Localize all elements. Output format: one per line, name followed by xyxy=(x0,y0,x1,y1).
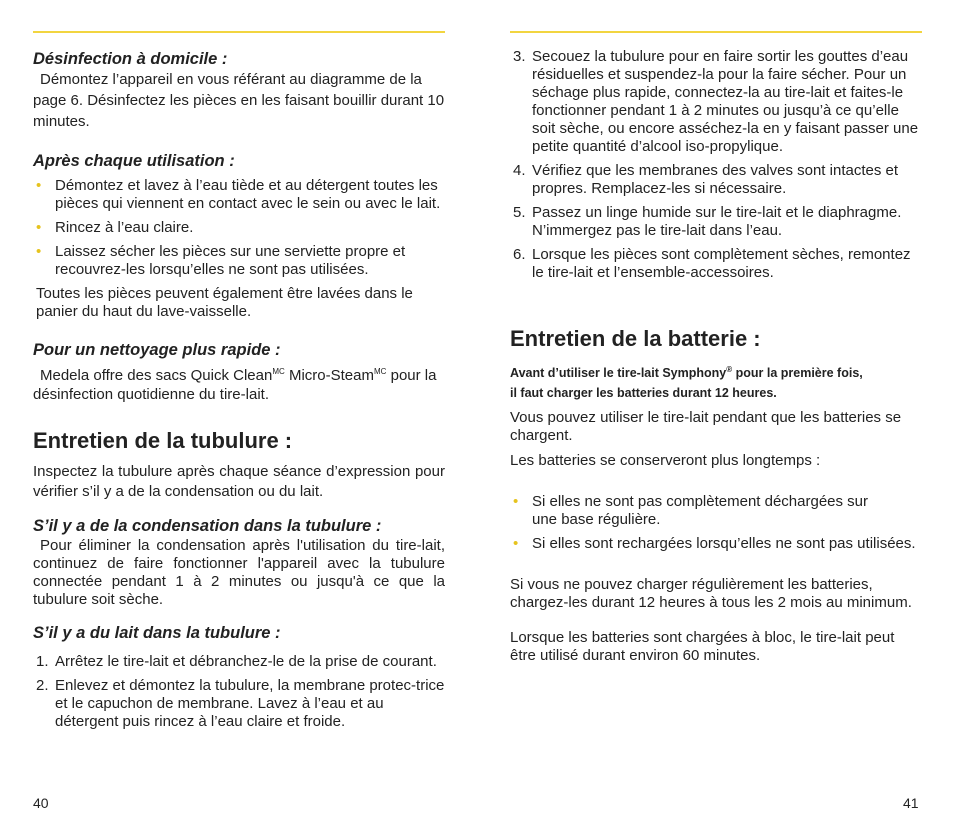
quick-clean-heading: Pour un nettoyage plus rapide : xyxy=(33,341,281,359)
bullet-icon: • xyxy=(36,219,42,236)
battery-warning: Avant d’utiliser le tire-lait Symphony® pour la première fois, il faut charger les batteries durant 12 heures. xyxy=(510,365,863,401)
tubing-care-body: Inspectez la tubulure après chaque séance d’expression pour vérifier s’il y a de la condensation ou du lait. xyxy=(33,463,445,500)
battery-p2: Les batteries se conserveront plus longtemps : xyxy=(510,452,821,470)
bullet-icon: • xyxy=(513,535,519,553)
list-item: 6. Lorsque les pièces sont complètement sèches, remontez le tire-lait et l’ensemble-accessoires. xyxy=(513,246,911,281)
right-page xyxy=(510,40,922,665)
milk-steps-list xyxy=(33,653,445,731)
battery-list xyxy=(510,493,922,553)
right-top-rule xyxy=(510,31,922,33)
dishwasher-note: Toutes les pièces peuvent également être lavées dans le panier du haut du lave-vaisselle. xyxy=(36,285,413,320)
condensation-heading: S’il y a de la condensation dans la tubulure : xyxy=(33,517,382,535)
bullet-icon: • xyxy=(513,493,519,511)
list-item: 2. Enlevez et démontez la tubulure, la membrane protec-trice et le capuchon de membrane. Lavez à l’eau et au détergent puis rincez à l’eau claire et froide. xyxy=(36,677,445,730)
list-item: 1. Arrêtez le tire-lait et débranchez-le de la prise de courant. xyxy=(36,653,437,670)
list-item: • Si elles sont rechargées lorsqu’elles ne sont pas utilisées. xyxy=(513,535,916,553)
left-page xyxy=(33,40,445,731)
list-item: • Démontez et lavez à l’eau tiède et au détergent toutes les pièces qui viennent en contact avec le sein ou avec le lait. xyxy=(36,177,441,212)
tubing-care-title: Entretien de la tubulure : xyxy=(33,428,293,453)
list-item: 5. Passez un linge humide sur le tire-lait et le diaphragme. N’immergez pas le tire-lait dans l’eau. xyxy=(513,204,902,239)
page-number-left: 40 xyxy=(33,795,49,811)
condensation-body: Pour éliminer la condensation après l'utilisation du tire-lait, continuez de faire fonctionner l'appareil avec la tubulure connectée pendant 1 à 2 minutes ou jusqu'à ce que la tubulure soit sèche. xyxy=(33,537,445,608)
battery-p1: Vous pouvez utiliser le tire-lait pendant que les batteries se chargent. xyxy=(510,409,902,445)
list-item: • Laissez sécher les pièces sur une serviette propre et recouvrez-les lorsqu’elles ne sont pas utilisées. xyxy=(36,243,406,278)
battery-care-title: Entretien de la batterie : xyxy=(510,326,761,351)
after-use-list xyxy=(33,177,445,279)
battery-p4: Lorsque les batteries sont chargées à bloc, le tire-lait peut être utilisé durant environ 60 minutes. xyxy=(510,629,895,665)
home-disinfection-body: Démontez l’appareil en vous référant au diagramme de la page 6. Désinfectez les pièces en les faisant bouillir durant 10 minutes. xyxy=(33,71,445,130)
home-disinfection-heading: Désinfection à domicile : xyxy=(33,50,228,68)
quick-clean-body: Medela offre des sacs Quick Clean$^{MC}$ Micro-Steam$^{MC}$ pour la désinfection quotidienne du tire-lait. xyxy=(33,367,437,403)
list-item: 3. Secouez la tubulure pour en faire sortir les gouttes d’eau résiduelles et suspendez-la pour la faire sécher. Pour un séchage plus rapide, connectez-la au tire-lait et faites-le fonctionner pendant 1 à 2 minutes ou jusqu’à ce qu’elle soit sèche, ou encore asséchez-la en y faisant passer une petite quantité d’alcool iso-propylique. xyxy=(513,48,919,155)
list-item: 4. Vérifiez que les membranes des valves sont intactes et propres. Remplacez-les si nécessaire. xyxy=(513,162,899,197)
battery-p3: Si vous ne pouvez charger régulièrement les batteries, chargez-les durant 12 heures à tous les 2 mois au minimum. xyxy=(510,576,912,612)
bullet-icon: • xyxy=(36,177,42,194)
bullet-icon: • xyxy=(36,243,42,260)
milk-in-tubing-heading: S’il y a du lait dans la tubulure : xyxy=(33,624,281,642)
list-item: • Rincez à l’eau claire. xyxy=(36,219,194,236)
left-top-rule xyxy=(33,31,445,33)
after-use-heading: Après chaque utilisation : xyxy=(33,152,235,170)
tubing-steps-list xyxy=(510,48,922,282)
list-item: • Si elles ne sont pas complètement déchargées sur une base régulière. xyxy=(513,493,869,529)
page-number-right: 41 xyxy=(903,795,919,811)
